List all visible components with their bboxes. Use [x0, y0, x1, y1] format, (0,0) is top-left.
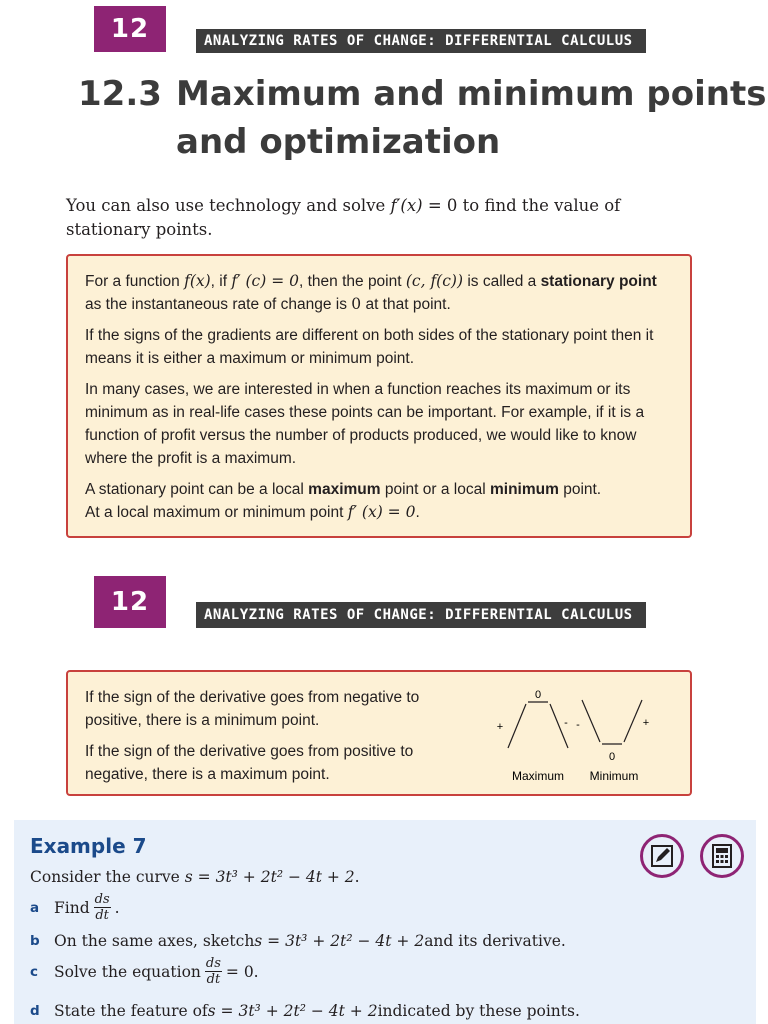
example-panel — [14, 820, 756, 1024]
section-title-line2: and optimization — [176, 122, 501, 162]
min-minus-label: - — [576, 719, 580, 731]
min-plus-label: + — [642, 717, 650, 729]
min-right-slope — [624, 700, 642, 742]
pencil-square-icon[interactable] — [640, 834, 684, 878]
example-title: Example 7 — [30, 834, 147, 858]
calculator-icon[interactable] — [700, 834, 744, 878]
max-plus-label: + — [496, 721, 504, 733]
minimum-label: Minimum — [589, 769, 639, 783]
section-title — [78, 70, 766, 166]
chapter-badge-2: 12 — [94, 576, 166, 628]
chapter-title-bar-2: ANALYZING RATES OF CHANGE: DIFFERENTIAL CALCULUS — [196, 602, 646, 628]
definition-box — [66, 254, 692, 538]
maximum-label: Maximum — [511, 769, 565, 783]
min-rule: If the sign of the derivative goes from negative to positive, there is a minimum point. — [85, 689, 420, 729]
chapter-title-bar: ANALYZING RATES OF CHANGE: DIFFERENTIAL CALCULUS — [196, 29, 646, 53]
example-intro: Consider the curve s = 3t³ + 2t² − 4t + 2 . — [30, 868, 360, 886]
definition-paragraph-4: A stationary point can be a local maximum point or a local minimum point. At a local maximum or minimum point f′ (x) = 0. — [85, 481, 602, 521]
ds-dt-fraction: $\frac{ds}{dt}$ — [94, 892, 110, 923]
min-zero-label: 0 — [608, 751, 616, 763]
max-zero-label: 0 — [534, 689, 542, 701]
example-part-b: b On the same axes, sketch s = 3t³ + 2t² − 4t + 2 and its derivative. — [30, 932, 566, 950]
derivative-sign-box — [66, 670, 692, 796]
definition-paragraph-3: In many cases, we are interested in when a function reaches its maximum or its minimum as in real-life cases these points can be important. For example, if it is a function of profit versus the number of products produced, we would like to know where the profit is a maximum. — [85, 381, 645, 467]
example-part-d: d State the feature of s = 3t³ + 2t² − 4t + 2 indicated by these points. — [30, 1002, 580, 1020]
chapter-badge: 12 — [94, 6, 166, 52]
max-min-diagram — [492, 680, 692, 792]
definition-paragraph-2: If the signs of the gradients are different on both sides of the stationary point then it means it is either a maximum or minimum point. — [85, 327, 654, 367]
max-rule: If the sign of the derivative goes from positive to negative, there is a maximum point. — [85, 743, 414, 783]
example-part-c: c Solve the equation $\frac{ds}{dt}$ = 0. — [30, 956, 259, 987]
ds-dt-fraction-c: $\frac{ds}{dt}$ — [205, 956, 221, 987]
min-left-slope — [582, 700, 600, 742]
section-number: 12.3 — [78, 74, 162, 114]
section-title-line1: Maximum and minimum points — [176, 74, 767, 114]
max-left-slope — [508, 704, 526, 748]
definition-paragraph-1: For a function f(x), if f′ (c) = 0, then the point (c, f(c)) is called a stationary point as the instantaneous rate of change is 0 at that point. — [85, 272, 657, 313]
max-minus-label: - — [564, 717, 568, 729]
example-part-a: a Find $\frac{ds}{dt}$ . — [30, 892, 120, 923]
intro-paragraph: You can also use technology and solve f′(x) = 0 to find the value of stationary points. — [66, 196, 621, 239]
